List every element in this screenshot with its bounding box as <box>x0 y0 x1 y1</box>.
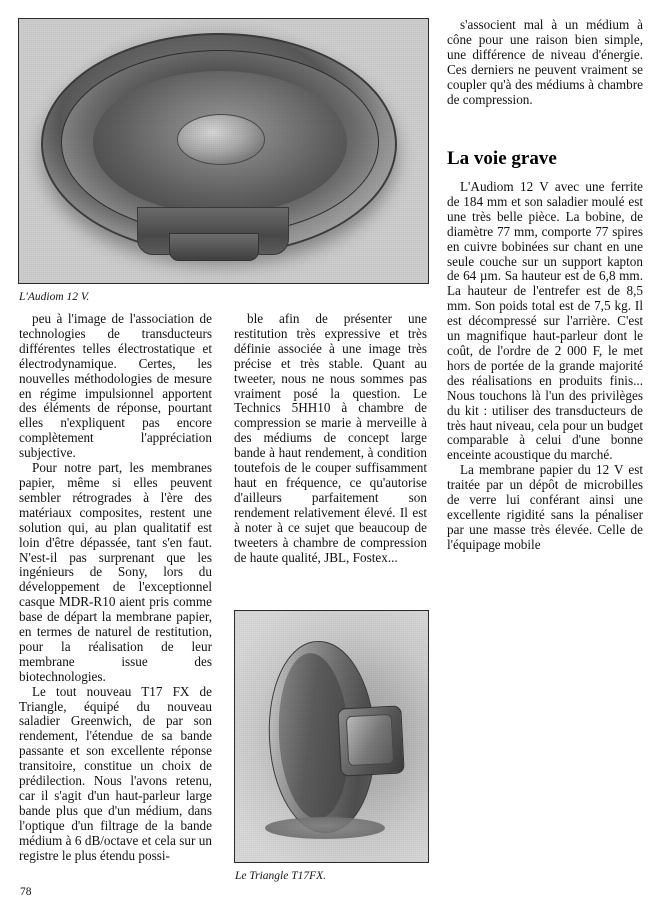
figure-audiom-12v <box>18 18 429 284</box>
column-middle-text <box>234 312 427 565</box>
figure-caption-triangle: Le Triangle T17FX. <box>235 870 327 882</box>
paragraph: La membrane papier du 12 V est traitée par un dépôt de microbilles de verre lui conférant ainsi une excellente rigidité sans la pénaliser par une masse très élevée. Celle de l'équipage mobile <box>447 462 643 552</box>
paragraph: ble afin de présenter une restitution très expressive et très définie associée à une image très précise et très stable. Quant au tweeter, nous ne nous sommes pas vraiment posé la question. Le Technics 5HH10 à chambre de compression se marie à merveille à des médiums de concept large bande à haut rendement, à condition toutefois de le couper suffisamment haut en fréquence, ce qu'autorise d'ailleurs parfaitement son rendement relativement élevé. Il est à noter à ce sujet que beaucoup de tweeters à chambre de compression de haute qualité, JBL, Fostex... <box>234 311 427 565</box>
photo-background <box>235 611 428 862</box>
page-number: 78 <box>20 886 32 898</box>
paragraph: s'associent mal à un médium à cône pour une raison bien simple, une différence de niveau d'énergie. Ces derniers ne peuvent vraiment se coupler qu'à des médiums à chambre de compression. <box>447 17 643 107</box>
figure-caption-audiom: L'Audiom 12 V. <box>19 291 90 303</box>
paragraph: Pour notre part, les membranes papier, même si elles peuvent sembler rétrogrades à l'ère des matériaux composites, restent une solution qui, au plan qualitatif est loin d'être dépassée, tant s'en faut. N'est-il pas surprenant que les ingénieurs de Sony, lors du développement de l'exceptionnel casque MDR-R10 aient pris comme base de départ la membrane papier, en termes de naturel de restitution, pour la réalisation de leur membrane issue des biotechnologies. <box>19 460 212 684</box>
paragraph: Le tout nouveau T17 FX de Triangle, équipé du nouveau saladier Greenwich, de par son rendement, l'étendue de sa bande passante et son excellente réponse transitoire, constitue un choix de prédilection. Nous l'avons retenu, car il s'agit d'un haut-parleur large bande plus que d'un médium, dans l'optique d'un filtrage de la bande médium à 6 dB/octave et cela sur un registre le plus étendu possi- <box>19 683 212 863</box>
figure-triangle-t17fx <box>234 610 429 863</box>
section-heading-wrap <box>447 148 643 173</box>
photo-grain-overlay <box>19 19 428 283</box>
photo-background <box>19 19 428 283</box>
paragraph: peu à l'image de l'association de technologies de transducteurs différentes telles électrostatique et électrodynamique. Certes, les nouvelles méthodologies de mesure en régime impulsionnel apportent des éléments de réponse, pourtant elles n'expliquent pas encore complètement l'appréciation subjective. <box>19 311 212 461</box>
column-right-body-text <box>447 180 643 553</box>
column-left-text <box>19 312 212 864</box>
photo-grain-overlay <box>235 611 428 862</box>
column-right-top-text <box>447 18 643 107</box>
section-heading-la-voie-grave: La voie grave <box>447 148 557 169</box>
paragraph: L'Audiom 12 V avec une ferrite de 184 mm et son saladier moulé est une très belle pièce. La bobine, de diamètre 77 mm, comporte 77 spires en cuivre bobinées sur chant en une seule couche sur un support kapton de 64 µm. Sa hauteur est de 6,8 mm. La hauteur de l'entrefer est de 8,5 mm. Son poids total est de 7,5 kg. Il est décompressé sur l'arrière. C'est un magnifique haut-parleur dont le coût, de l'ordre de 2 000 F, le met hors de portée de la grande majorité des réalisations en produits finis... Nous touchons là l'un des privilèges du kit : utiliser des transducteurs de très haut niveau, cela pour un budget comparable à celui d'une bonne enceinte acoustique du marché. <box>447 179 643 463</box>
